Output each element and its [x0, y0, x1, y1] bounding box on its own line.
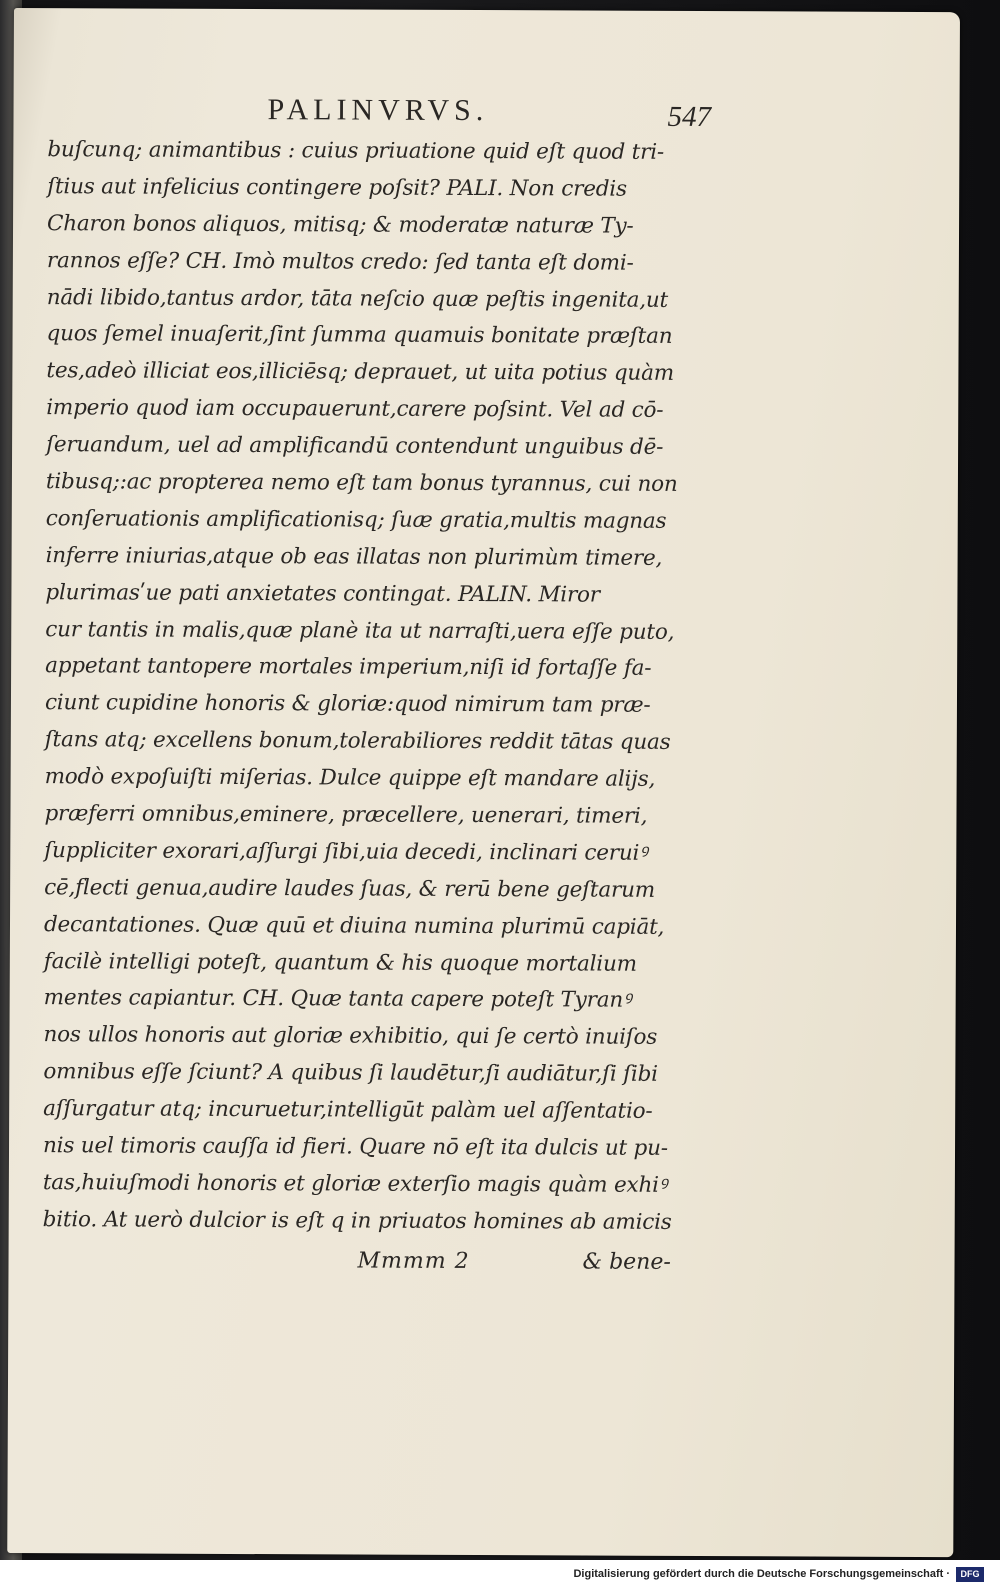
text-line: modò expoſuiſti miſerias. Dulce quippe eſt mandare alijs,	[44, 764, 656, 792]
running-head	[47, 92, 747, 135]
text-line: præferri omnibus,eminere, præcellere, uenerari, timeri,	[44, 801, 648, 829]
text-line: tes,adeò illiciat eos,illiciēsq; deprauet, ut uita potius quàm	[46, 358, 674, 387]
text-line: tas,huiuſmodi honoris et gloriæ exterſio magis quàm exhiꝰ	[42, 1170, 667, 1198]
text-line: mentes capiantur. CH. Quæ tanta capere poteſt Tyranꝰ	[43, 985, 632, 1014]
text-line: imperio quod iam occupauerunt,carere poſsint. Vel ad cō-	[46, 395, 664, 424]
text-line: rannos eſſe? CH. Imò multos credo: ſed tanta eſt domi-	[46, 247, 634, 276]
text-line: ſeruandum, uel ad amplificandū contendunt unguibus dē-	[46, 432, 664, 460]
text-line: facilè intelligi poteſt, quantum & his quoque mortalium	[43, 948, 637, 977]
text-line: plurimasʹue pati anxietates contingat. PALIN. Miror	[45, 579, 600, 608]
text-line: Charon bonos aliquos, mitisq; & moderatæ naturæ Ty-	[47, 210, 634, 239]
text-line: buſcunq; animantibus : cuius priuatione quid eſt quod tri-	[47, 137, 665, 165]
text-line: cē,flecti genua,audire laudes ſuas, & rerū bene geſtarum	[44, 874, 655, 903]
text-line: nādi libido,tantus ardor, tāta neſcio quæ peſtis ingenita,ut	[46, 284, 669, 313]
text-line: bitio. At uerò dulcior is eſt q in priuatos homines ab amicis	[42, 1206, 672, 1235]
credit-bar	[0, 1560, 1000, 1590]
text-line: nis uel timoris cauſſa id fieri. Quare nō eſt ita dulcis ut pu-	[42, 1133, 668, 1161]
text-line: ſtans atq; excellens bonum,tolerabiliores reddit tātas quas	[44, 727, 671, 756]
text-line: aſſurgatur atq; incuruetur,intelligūt palàm uel aſſentatio-	[43, 1096, 653, 1124]
text-body	[43, 132, 748, 1242]
running-title: PALINVRVS.	[267, 93, 489, 128]
page-footer	[42, 1243, 742, 1290]
text-line: inferre iniurias,atque ob eas illatas non plurimùm timere,	[45, 542, 663, 571]
dfg-logo: DFG	[956, 1567, 984, 1582]
signature-mark: Mmmm 2	[357, 1248, 470, 1274]
page-content	[42, 92, 747, 1290]
text-line: appetant tantopere mortales imperium,niſi id fortaſſe fa-	[45, 653, 652, 682]
text-line: omnibus eſſe ſciunt? A quibus ſi laudētur,ſi audiātur,ſi ſibi	[43, 1059, 658, 1088]
page-number: 547	[667, 100, 712, 134]
text-line: tibusq;:ac propterea nemo eſt tam bonus tyrannus, cui non	[45, 469, 678, 497]
catchword: & bene-	[582, 1249, 671, 1275]
book-page	[7, 8, 960, 1557]
text-line: ſtius aut infelicius contingere poſsit? PALI. Non credis	[47, 174, 627, 202]
text-line: ſuppliciter exorari,aſſurgi ſibi,uia decedi, inclinari ceruiꝰ	[44, 838, 648, 866]
text-line: nos ullos honoris aut gloriæ exhibitio, qui ſe certò inuiſos	[43, 1022, 658, 1051]
text-line: ciunt cupidine honoris & gloriæ:quod nimirum tam præ-	[44, 690, 651, 719]
text-line: quos ſemel inuaſerit,ſint ſumma quamuis bonitate præſtan	[46, 321, 673, 350]
text-line: conſeruationis amplificationisq; ſuæ gratia,multis magnas	[45, 506, 667, 534]
text-line: cur tantis in malis,quæ planè ita ut narraſti,uera eſſe puto,	[45, 616, 675, 645]
text-line: decantationes. Quæ quū et diuina numina plurimū capiāt,	[43, 911, 665, 940]
funding-credit: Digitalisierung gefördert durch die Deutsche Forschungsgemeinschaft ·	[573, 1568, 950, 1580]
